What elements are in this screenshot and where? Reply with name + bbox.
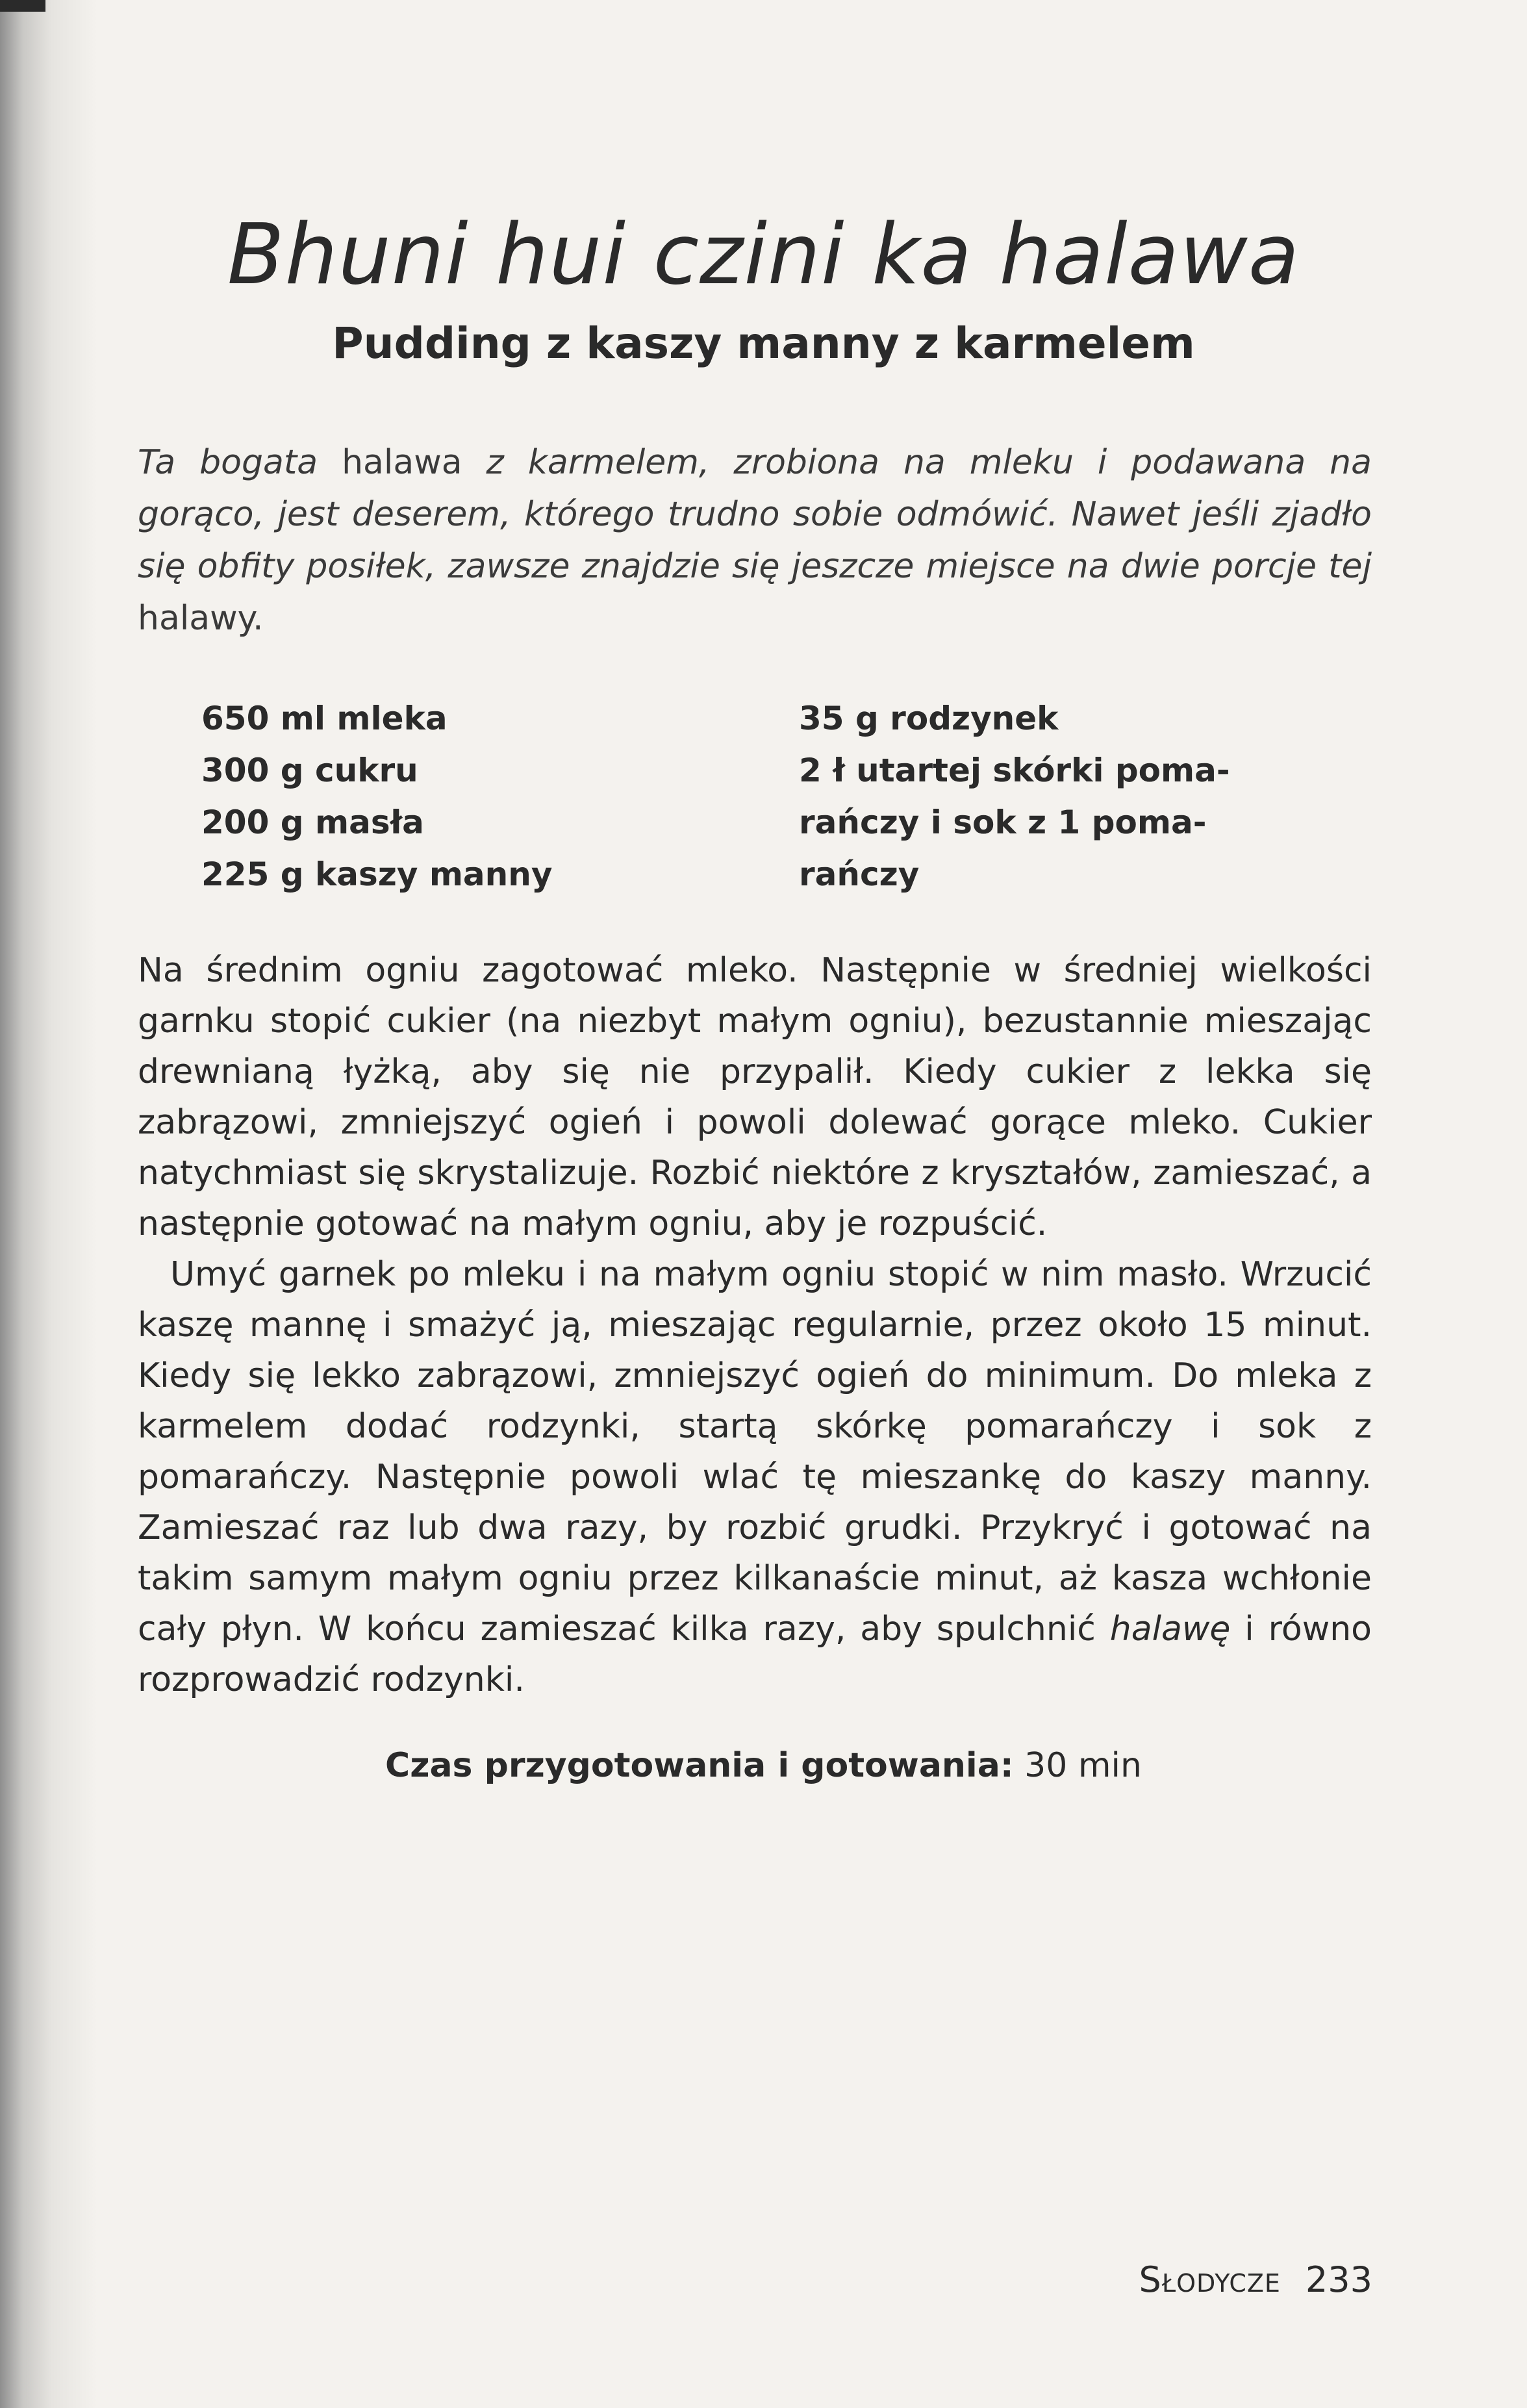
prep-time-label: Czas przygotowania i gotowania: bbox=[385, 1746, 1014, 1785]
page-footer bbox=[1139, 2259, 1372, 2300]
method-paragraph-2 bbox=[138, 1249, 1372, 1705]
method-text-end: i równo rozprowadzić rodzynki. bbox=[138, 1610, 1372, 1699]
recipe-subtitle: Pudding z kaszy manny z karmelem bbox=[332, 318, 1195, 368]
intro-text-1: Ta bogata bbox=[138, 443, 342, 482]
page-number: 233 bbox=[1305, 2259, 1372, 2300]
ingredient-item: 650 ml mleka bbox=[201, 700, 448, 737]
running-footer-section: Słodycze bbox=[1139, 2259, 1281, 2300]
ingredient-item: 2 ł utartej skórki poma- bbox=[799, 752, 1230, 789]
method-dish-name: halawę bbox=[1109, 1610, 1231, 1649]
ingredient-item: rańczy i sok z 1 poma- bbox=[799, 804, 1207, 841]
ingredient-item: rańczy bbox=[799, 855, 920, 893]
ingredient-item: 200 g masła bbox=[201, 804, 424, 841]
ingredient-item: 300 g cukru bbox=[201, 752, 418, 789]
method-paragraph-1: Na średnim ogniu zagotować mleko. Następnie w średniej wielkości garnku stopić cukier (na niezbyt małym ogniu), bezustannie mieszając drewnianą łyżką, aby się nie przypalił. Kiedy cukier z lekka się zabrązowi, zmniejszyć ogień i powoli dolewać gorące mleko. Cukier natychmiast się skrystalizuje. Rozbić niektóre z kryształów, zamieszać, a następnie gotować na małym ogniu, aby je rozpuścić. bbox=[138, 951, 1372, 1243]
intro-text-2: z karmelem, zrobiona na mleku i podawana na gorąco, jest deserem, którego trudno sobie odmówić. Nawet jeśli zjadło się obfity posiłek, zawsze znajdzie się jeszcze miejsce na dwie porcje tej bbox=[138, 443, 1372, 586]
recipe-title: Bhuni hui czini ka halawa bbox=[227, 207, 1300, 303]
ingredient-item: 35 g rodzynek bbox=[799, 700, 1059, 737]
prep-time bbox=[0, 1746, 1527, 1785]
prep-time-value: 30 min bbox=[1013, 1746, 1142, 1785]
intro-dish-name: halawa bbox=[342, 443, 462, 482]
recipe-method bbox=[138, 945, 1372, 1705]
ingredients-list-right bbox=[799, 692, 1331, 900]
intro-dish-name-2: halawy. bbox=[138, 599, 264, 638]
method-text: Umyć garnek po mleku i na małym ogniu stopić w nim masło. Wrzucić kaszę mannę i smażyć ją, mieszając regularnie, przez około 15 minut. Kiedy się lekko zabrązowi, zmniejszyć ogień do minimum. Do mleka z karmelem dodać rodzynki, startą skórkę pomarańczy i sok z pomarańczy. Następnie powoli wlać tę mieszankę do kaszy manny. Zamieszać raz lub dwa razy, by rozbić grudki. Przykryć i gotować na takim samym małym ogniu przez kilkanaście minut, aż kasza wchłonie cały płyn. W końcu zamieszać kilka razy, aby spulchnić bbox=[138, 1255, 1372, 1649]
page-corner-mark bbox=[0, 0, 45, 12]
ingredients-list-left bbox=[201, 692, 721, 900]
ingredient-item: 225 g kaszy manny bbox=[201, 855, 553, 893]
recipe-intro bbox=[138, 437, 1372, 644]
